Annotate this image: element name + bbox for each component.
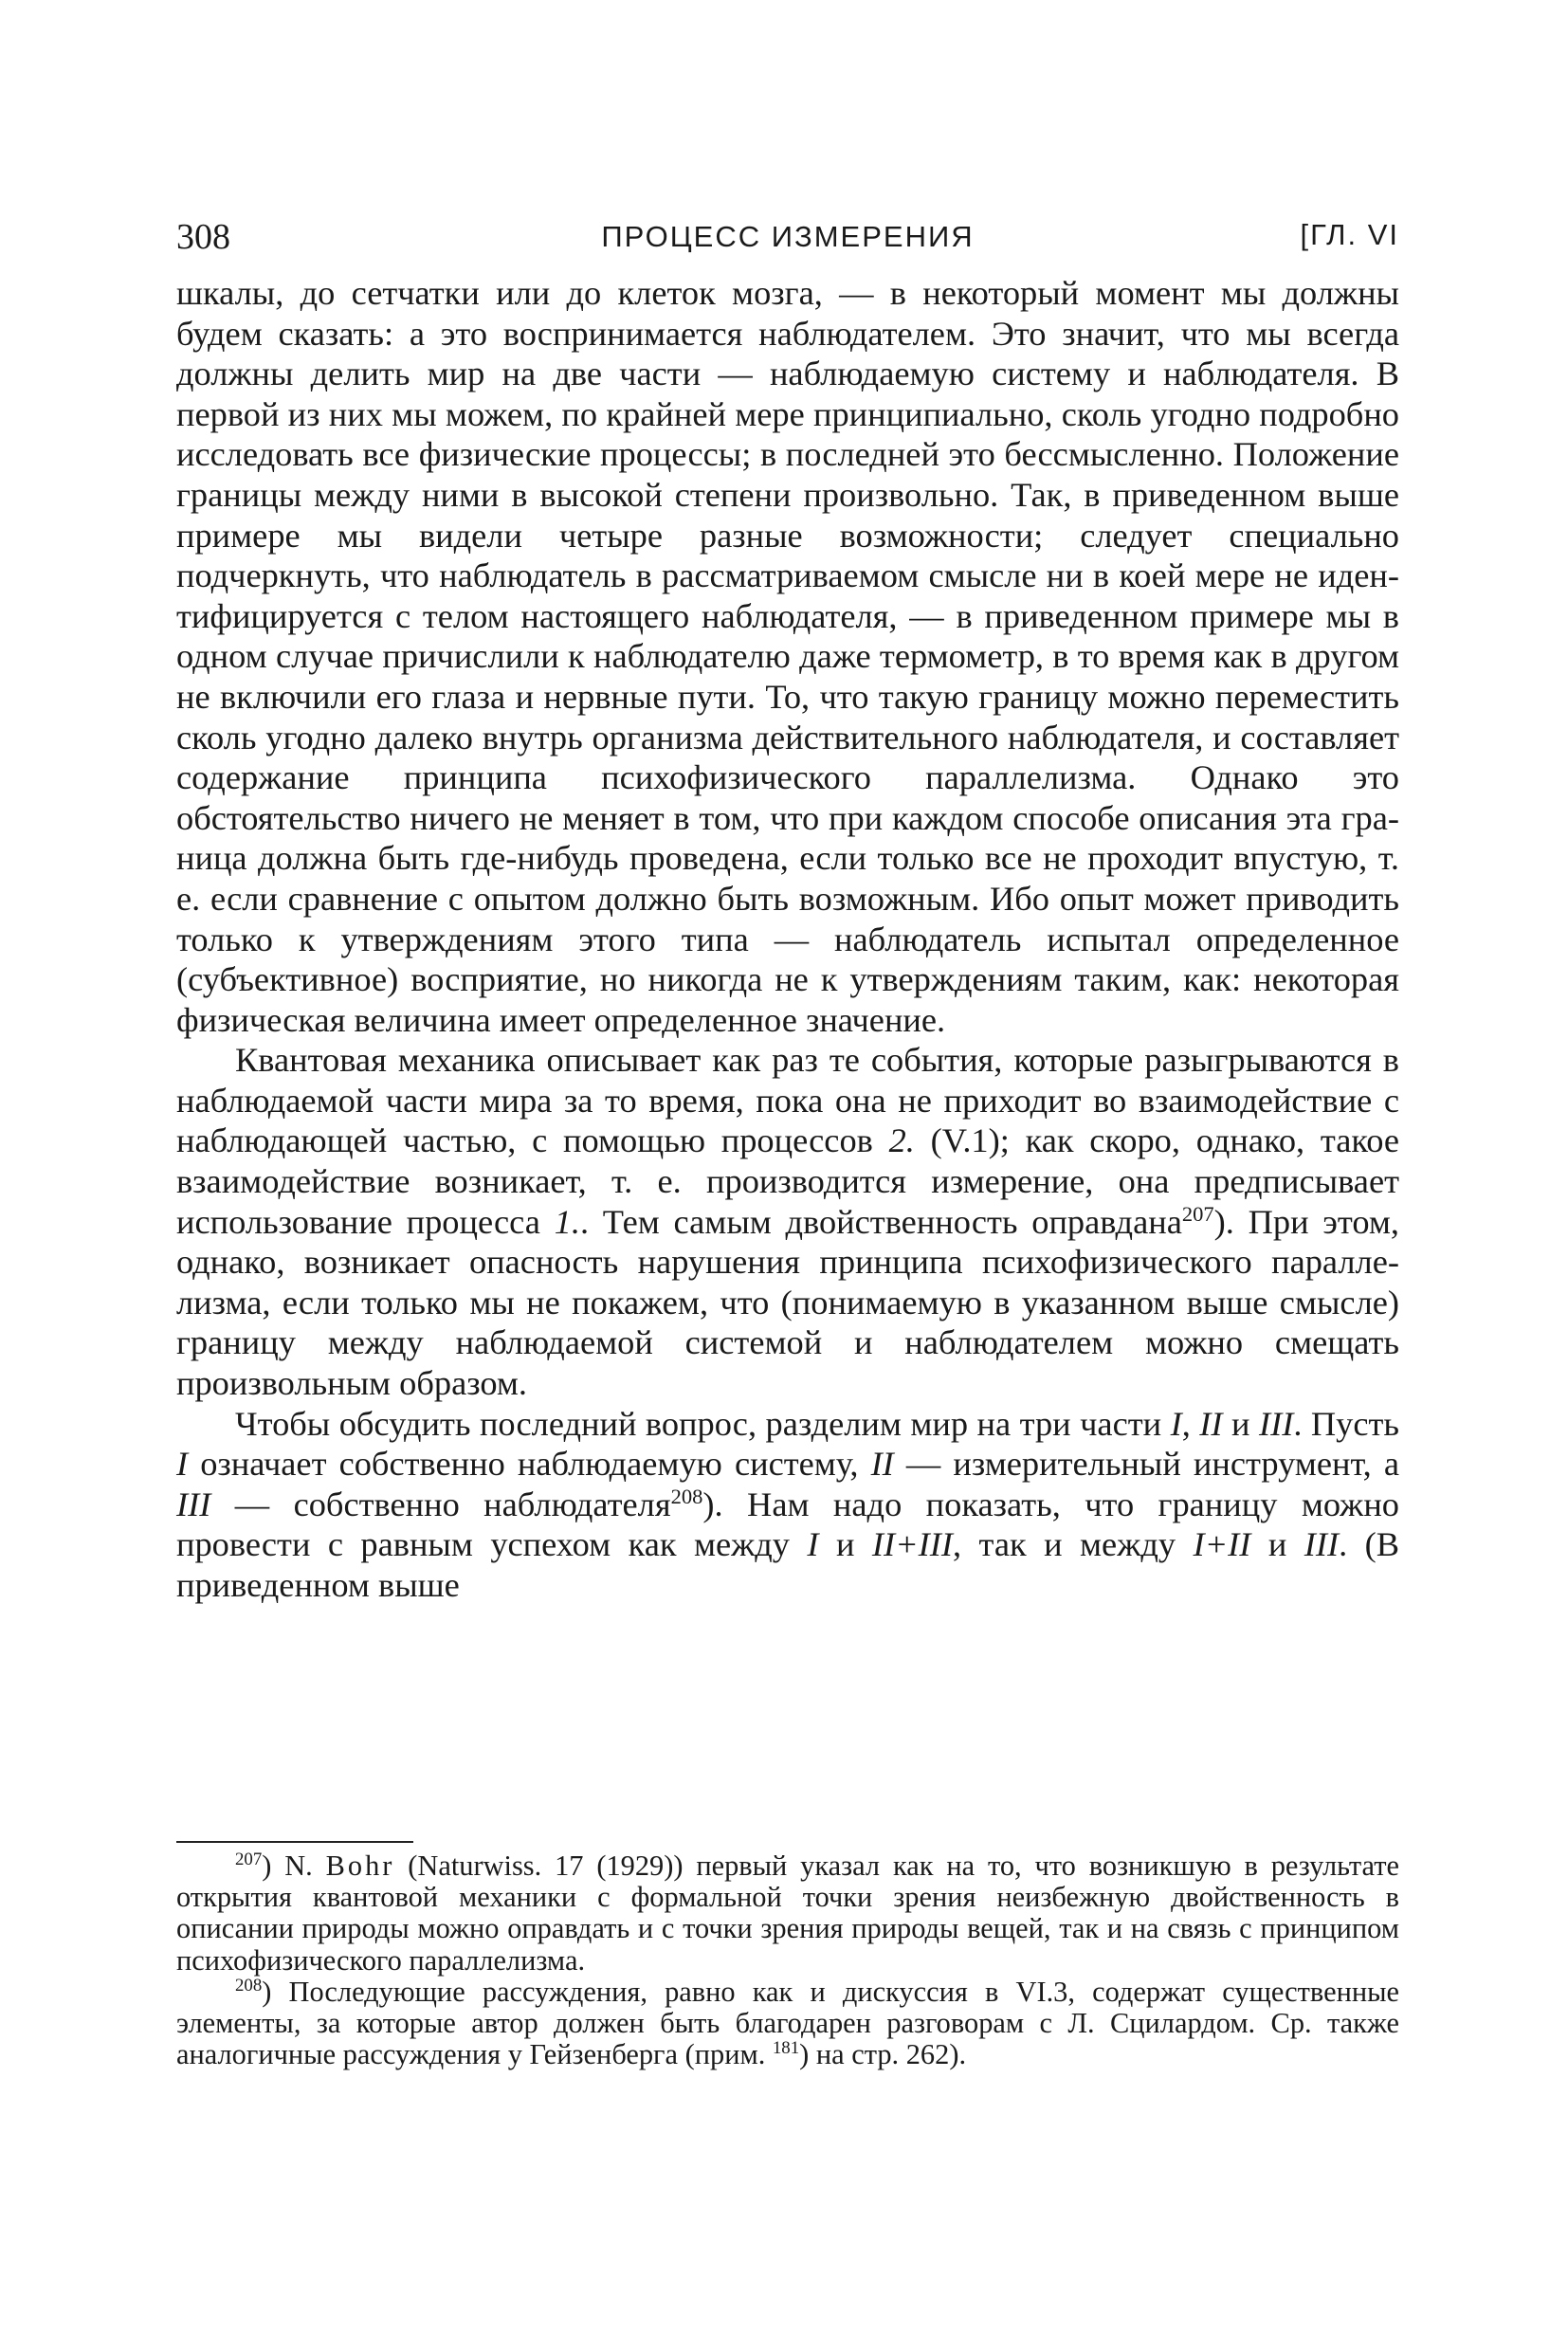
paragraph-3-part-7: , так и между [953, 1525, 1194, 1564]
paragraph-3-part-3: означает собственно наблюдаемую систему, [188, 1445, 871, 1484]
running-header [176, 216, 1399, 258]
footnote-ref-207: 207 [1181, 1201, 1214, 1226]
process-1-ref: 1. [554, 1202, 580, 1241]
footnote-text-end: ) на стр. 262). [799, 2038, 967, 2071]
paragraph-3-part-5: — собственно наблюдателя [210, 1485, 671, 1523]
paragraph-3-part-6: ). Нам надо показать, что границу можно провести с равным успехом как между [176, 1485, 1399, 1564]
footnote-ref-181: 181 [772, 2038, 800, 2059]
paragraph-3-part-4: — измерительный инструмент, а [893, 1445, 1399, 1484]
footnote-208 [176, 1977, 1399, 2071]
roman-III: III [1304, 1525, 1340, 1564]
paragraph-2 [176, 1040, 1399, 1403]
footnote-author: Bohr [325, 1850, 395, 1882]
footnote-207 [176, 1850, 1399, 1977]
chapter-label: [ГЛ. VI [1300, 218, 1399, 251]
roman-II: II [1199, 1404, 1223, 1443]
footnote-mark-close: ) [262, 1850, 285, 1882]
roman-III: III [1258, 1404, 1294, 1443]
paragraph-3-part-2: . Пусть [1293, 1404, 1400, 1443]
footnote-mark: 208 [235, 1975, 263, 1996]
running-title: ПРОЦЕСС ИЗМЕРЕНИЯ [601, 220, 975, 253]
footnote-divider [176, 1841, 413, 1843]
roman-II: II [870, 1445, 894, 1484]
paragraph-3 [176, 1404, 1399, 1606]
paragraph-2-part-1: Квантовая механика описывает как раз те события, которые разыгрываются в наблюдаемой части мира за то время, пока она не приходит во взаимодействие с наблюдающей частью, с помощью процессов [176, 1041, 1399, 1160]
process-2-ref: 2. [888, 1121, 915, 1160]
footnotes [176, 1850, 1399, 2070]
separator: и [1250, 1525, 1304, 1564]
main-text [176, 273, 1399, 1606]
page-number: 308 [176, 217, 230, 257]
separator: и [818, 1525, 872, 1564]
roman-II-plus-III: II+III [871, 1525, 954, 1564]
roman-I-plus-II: I+II [1193, 1525, 1251, 1564]
paragraph-1: шкалы, до сетчатки или до клеток мозга, — в некоторый момент мы должны будем сказать: а это воспринимается наблюдателем. Это значит, что мы всегда должны делить мир на две части — наблюдаемую систему и наблюдателя. В первой из них мы можем, по крайней мере принципиально, сколь угодно подробно исследовать все физические процессы; в последней это бессмысленно. Положение границы между ними в высокой степени произвольно. Так, в приведенном выше примере мы видели четыре разные возможности; следует специально подчеркнуть, что наблюдатель в рассматриваемом смысле ни в коей мере не идентифицируется с телом настоящего наблюдателя, — в приведенном примере мы в одном случае причислили к наблюдателю даже термометр, в то время как в другом не включили его глаза и нервные пути. То, что такую границу можно переместить сколь угодно далеко внутрь организма действительного наблюдателя, и составляет содержание принципа психофизического параллелизма. Однако это обстоятельство ничего не меняет в том, что при каждом способе описания эта граница должна быть где-нибудь проведена, если только все не проходит впустую, т. е. если сравнение с опытом должно быть возможным. Ибо опыт может приводить только к утверждениям этого типа — наблюдатель испытал определенное (субъективное) восприятие, но никогда не к утверждениям таким, как: некоторая физическая величина имеет определенное значение. [176, 274, 1399, 1039]
footnote-text: Последующие рассуждения, равно как и дискуссия в VI.3, содержат существенные элементы, за которые автор должен быть благодарен разговорам с Л. Сцилардом. Ср. также аналогичные рассуждения у Гейзенберга (прим. [176, 1975, 1400, 2071]
paragraph-2-part-3: . Тем самым двойственность оправдана [579, 1202, 1182, 1241]
roman-I: I [176, 1445, 189, 1484]
footnote-ref-208: 208 [670, 1484, 703, 1508]
roman-I: I [1170, 1404, 1182, 1443]
separator: , [1181, 1404, 1200, 1443]
paragraph-3-part-8: . (В приведенном выше [176, 1525, 1400, 1604]
roman-III: III [176, 1485, 211, 1523]
footnote-mark: 207 [235, 1849, 263, 1869]
footnote-author-initial: N. [284, 1850, 326, 1882]
footnote-mark-close: ) [262, 1975, 289, 2008]
roman-I: I [807, 1525, 819, 1564]
separator: и [1222, 1404, 1259, 1443]
footnote-text: (Naturwiss. 17 (1929)) первый указал как на то, что возникшую в результате открытия квантовой механики с формальной точки зрения неизбежную двойственность в описании природы можно оправдать и с точки зрения природы вещей, так и на связь с принципом психофизического параллелизма. [176, 1850, 1399, 1977]
paragraph-2-part-4: ). При этом, однако, возникает опасность нарушения принципа психофизического параллелизма, если только мы не покажем, что (понимаемую в указанном выше смысле) границу между наблюдаемой системой и наблюдателем можно смещать произвольным образом. [176, 1202, 1399, 1403]
paragraph-3-part-1: Чтобы обсудить последний вопрос, разделим мир на три части [235, 1404, 1171, 1443]
paragraph-2-part-2: (V.1); как скоро, однако, такое взаимодействие возникает, т. е. производится измерение, она предписывает использование процесса [176, 1121, 1399, 1241]
